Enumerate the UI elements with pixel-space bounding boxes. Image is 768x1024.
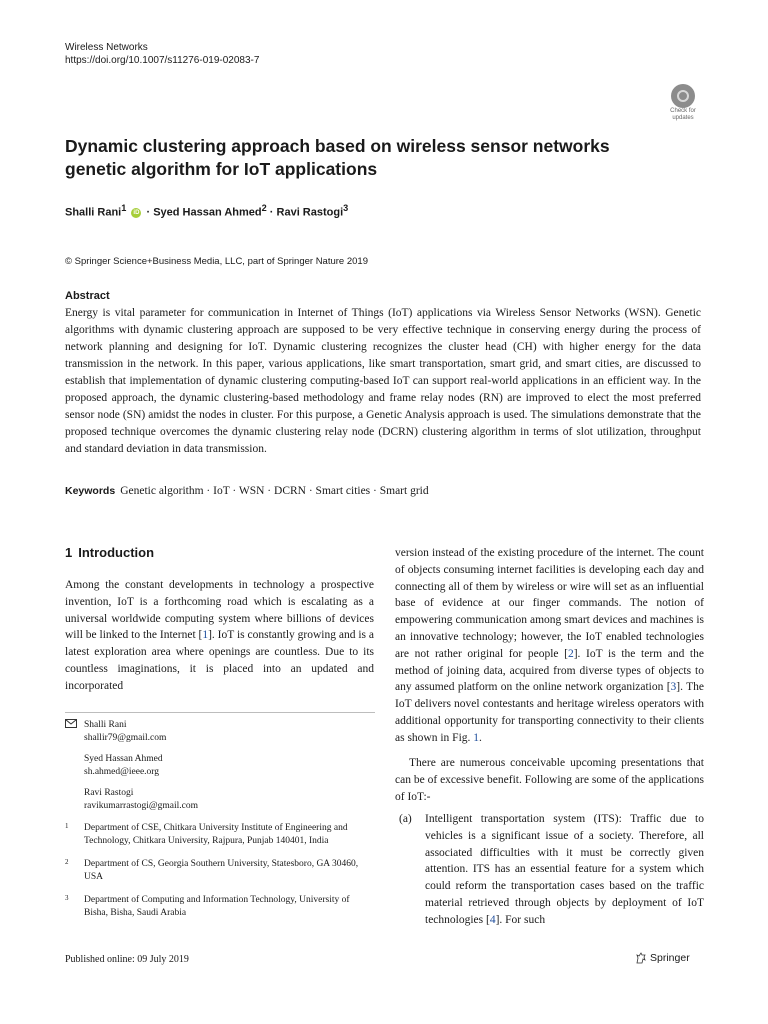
copyright-notice: © Springer Science+Business Media, LLC, part of Springer Nature 2019: [65, 256, 368, 267]
author-list: [65, 203, 348, 219]
check-for-updates-icon: [671, 84, 695, 108]
journal-name: Wireless Networks: [65, 42, 148, 53]
contact-email[interactable]: sh.ahmed@ieee.org: [84, 767, 160, 777]
badge-label-line2: updates: [672, 115, 694, 121]
orcid-icon[interactable]: iD: [133, 209, 140, 216]
author-name[interactable]: Shalli Rani: [65, 206, 122, 219]
journal-header: [65, 41, 259, 67]
intro-paragraph-applications: There are numerous conceivable upcoming presentations that can be of excessive benefit. Following are some of the applications of IoT:-: [395, 757, 704, 803]
badge-label-line1: Check for: [670, 108, 696, 114]
citation-link[interactable]: 1: [202, 629, 209, 642]
author-affiliation-sup: 3: [343, 203, 349, 213]
check-for-updates-badge[interactable]: [664, 84, 702, 122]
affiliation-text: Department of CSE, Chitkara University Institute of Engineering and Technology, Chitkara University, Rajpura, Punjab 140401, India: [84, 823, 348, 846]
affiliation-entry: [65, 858, 375, 884]
contact-name: Shalli Rani: [84, 720, 127, 730]
list-item-text: Intelligent transportation system (ITS): Traffic due to vehicles is a significant issue of a society. Therefore, all associated difficulties with it must be correctly given attention. ITS has an essential feature for a system which could reform the transportation cases based on the traffic material retrieved through objects by deployment of IoT technologies [4]. For such: [425, 813, 704, 926]
citation-link[interactable]: 3: [670, 681, 677, 694]
springer-horse-icon: [635, 952, 647, 964]
section-title: Introduction: [78, 545, 155, 560]
contact-entry: [84, 787, 375, 813]
author-affiliation-sup: 2: [261, 203, 267, 213]
abstract-text: Energy is vital parameter for communication in Internet of Things (IoT) applications via Wireless Sensor Networks (WSN). Genetic algorithms with dynamic clustering approach are supposed to be very effective technique in conserving energy during the process of network planning and designing for IoT. Dynamic clustering recognizes the cluster head (CH) with higher energy for the data transmission in the network. In this paper, various applications, like smart transportation, smart grid, and smart cities, are discussed to establish that implementation of dynamic clustering computing-based IoT can support real-world applications in an efficient way. In the proposed approach, the dynamic clustering-based methodology and frame relay nodes (RN) are improved to elect the most preferred sensor node (SN) amidst the nodes in cluster. For this purpose, a Genetic Analysis approach is used. The simulations demonstrate that the proposed technique overcomes the dynamic clustering relay node (DCRN) clustering algorithm in terms of slot utilization, throughput and standard deviation in data transmission.: [65, 307, 701, 455]
figure-link[interactable]: 1: [473, 731, 480, 744]
contact-name: Syed Hassan Ahmed: [84, 754, 163, 764]
keywords-label: Keywords: [65, 485, 116, 497]
abstract-heading: Abstract: [65, 290, 110, 302]
author-separator: ·: [146, 206, 151, 219]
affiliation-number: 2: [65, 858, 69, 866]
author-affiliation-sup: 1: [121, 203, 127, 213]
contact-entry: [84, 753, 375, 779]
affiliation-text: Department of Computing and Information Technology, University of Bisha, Bisha, Saudi Arabia: [84, 895, 350, 918]
affiliation-number: 3: [65, 894, 69, 902]
section-number: 1: [65, 545, 73, 560]
envelope-icon: [65, 719, 77, 728]
citation-link[interactable]: 2: [567, 647, 574, 660]
affiliations-block: [65, 822, 375, 930]
author-name[interactable]: Syed Hassan Ahmed: [153, 206, 262, 219]
list-item: [395, 811, 704, 929]
published-date: Published online: 09 July 2019: [65, 954, 189, 965]
contact-email[interactable]: shallir79@gmail.com: [84, 733, 167, 743]
author-separator: ·: [269, 206, 274, 219]
author-name[interactable]: Ravi Rastogi: [276, 206, 344, 219]
footnote-divider: [65, 712, 375, 713]
affiliation-text: Department of CS, Georgia Southern University, Statesboro, GA 30460, USA: [84, 859, 359, 882]
keywords: [65, 485, 705, 497]
keywords-list: Genetic algorithm · IoT · WSN · DCRN · Smart cities · Smart grid: [120, 485, 429, 497]
doi-link[interactable]: https://doi.org/10.1007/s11276-019-02083-7: [65, 55, 260, 66]
publisher-logo[interactable]: [635, 952, 690, 964]
affiliation-entry: [65, 894, 375, 920]
intro-paragraph-left: Among the constant developments in technology a prospective invention, IoT is a forthcoming road which is escalating as a universal worldwide computing system where billions of devices will be linked to the Internet [1]. IoT is constantly growing and is a latest exploration area where openings are countless. Due to its countless imaginations, it is placed into an updated and incorporated: [65, 579, 374, 692]
contact-email[interactable]: ravikumarrastogi@gmail.com: [84, 801, 199, 811]
affiliation-number: 1: [65, 822, 69, 830]
intro-paragraph-right: version instead of the existing procedure of the internet. The count of objects consuming internet facilities is developing each day and connecting all of them by wireless or wire will set as an influential base of evidence at our finger commands. The notion of empowering communication among smart devices and machines is an innovative technology; however, the IoT enabled technologies are not rather original for people [2]. IoT is the term and the method of joining data, acquired from diverse types of objects to any assumed platform on the online network organization [3]. The IoT delivers novel contestants and heritage wireless operators with additional opportunity for transporting connectivity to their clients as shown in Fig. 1.: [395, 547, 704, 744]
publisher-name: Springer: [650, 952, 690, 964]
affiliation-entry: [65, 822, 375, 848]
paper-title: Dynamic clustering approach based on wireless sensor networks genetic algorithm for IoT applications: [65, 136, 610, 179]
contact-name: Ravi Rastogi: [84, 788, 134, 798]
contact-entry: [84, 719, 375, 745]
section-heading: [65, 545, 154, 560]
citation-link[interactable]: 4: [489, 913, 496, 926]
correspondence-block: [65, 719, 375, 821]
list-item-label: (a): [399, 813, 412, 825]
